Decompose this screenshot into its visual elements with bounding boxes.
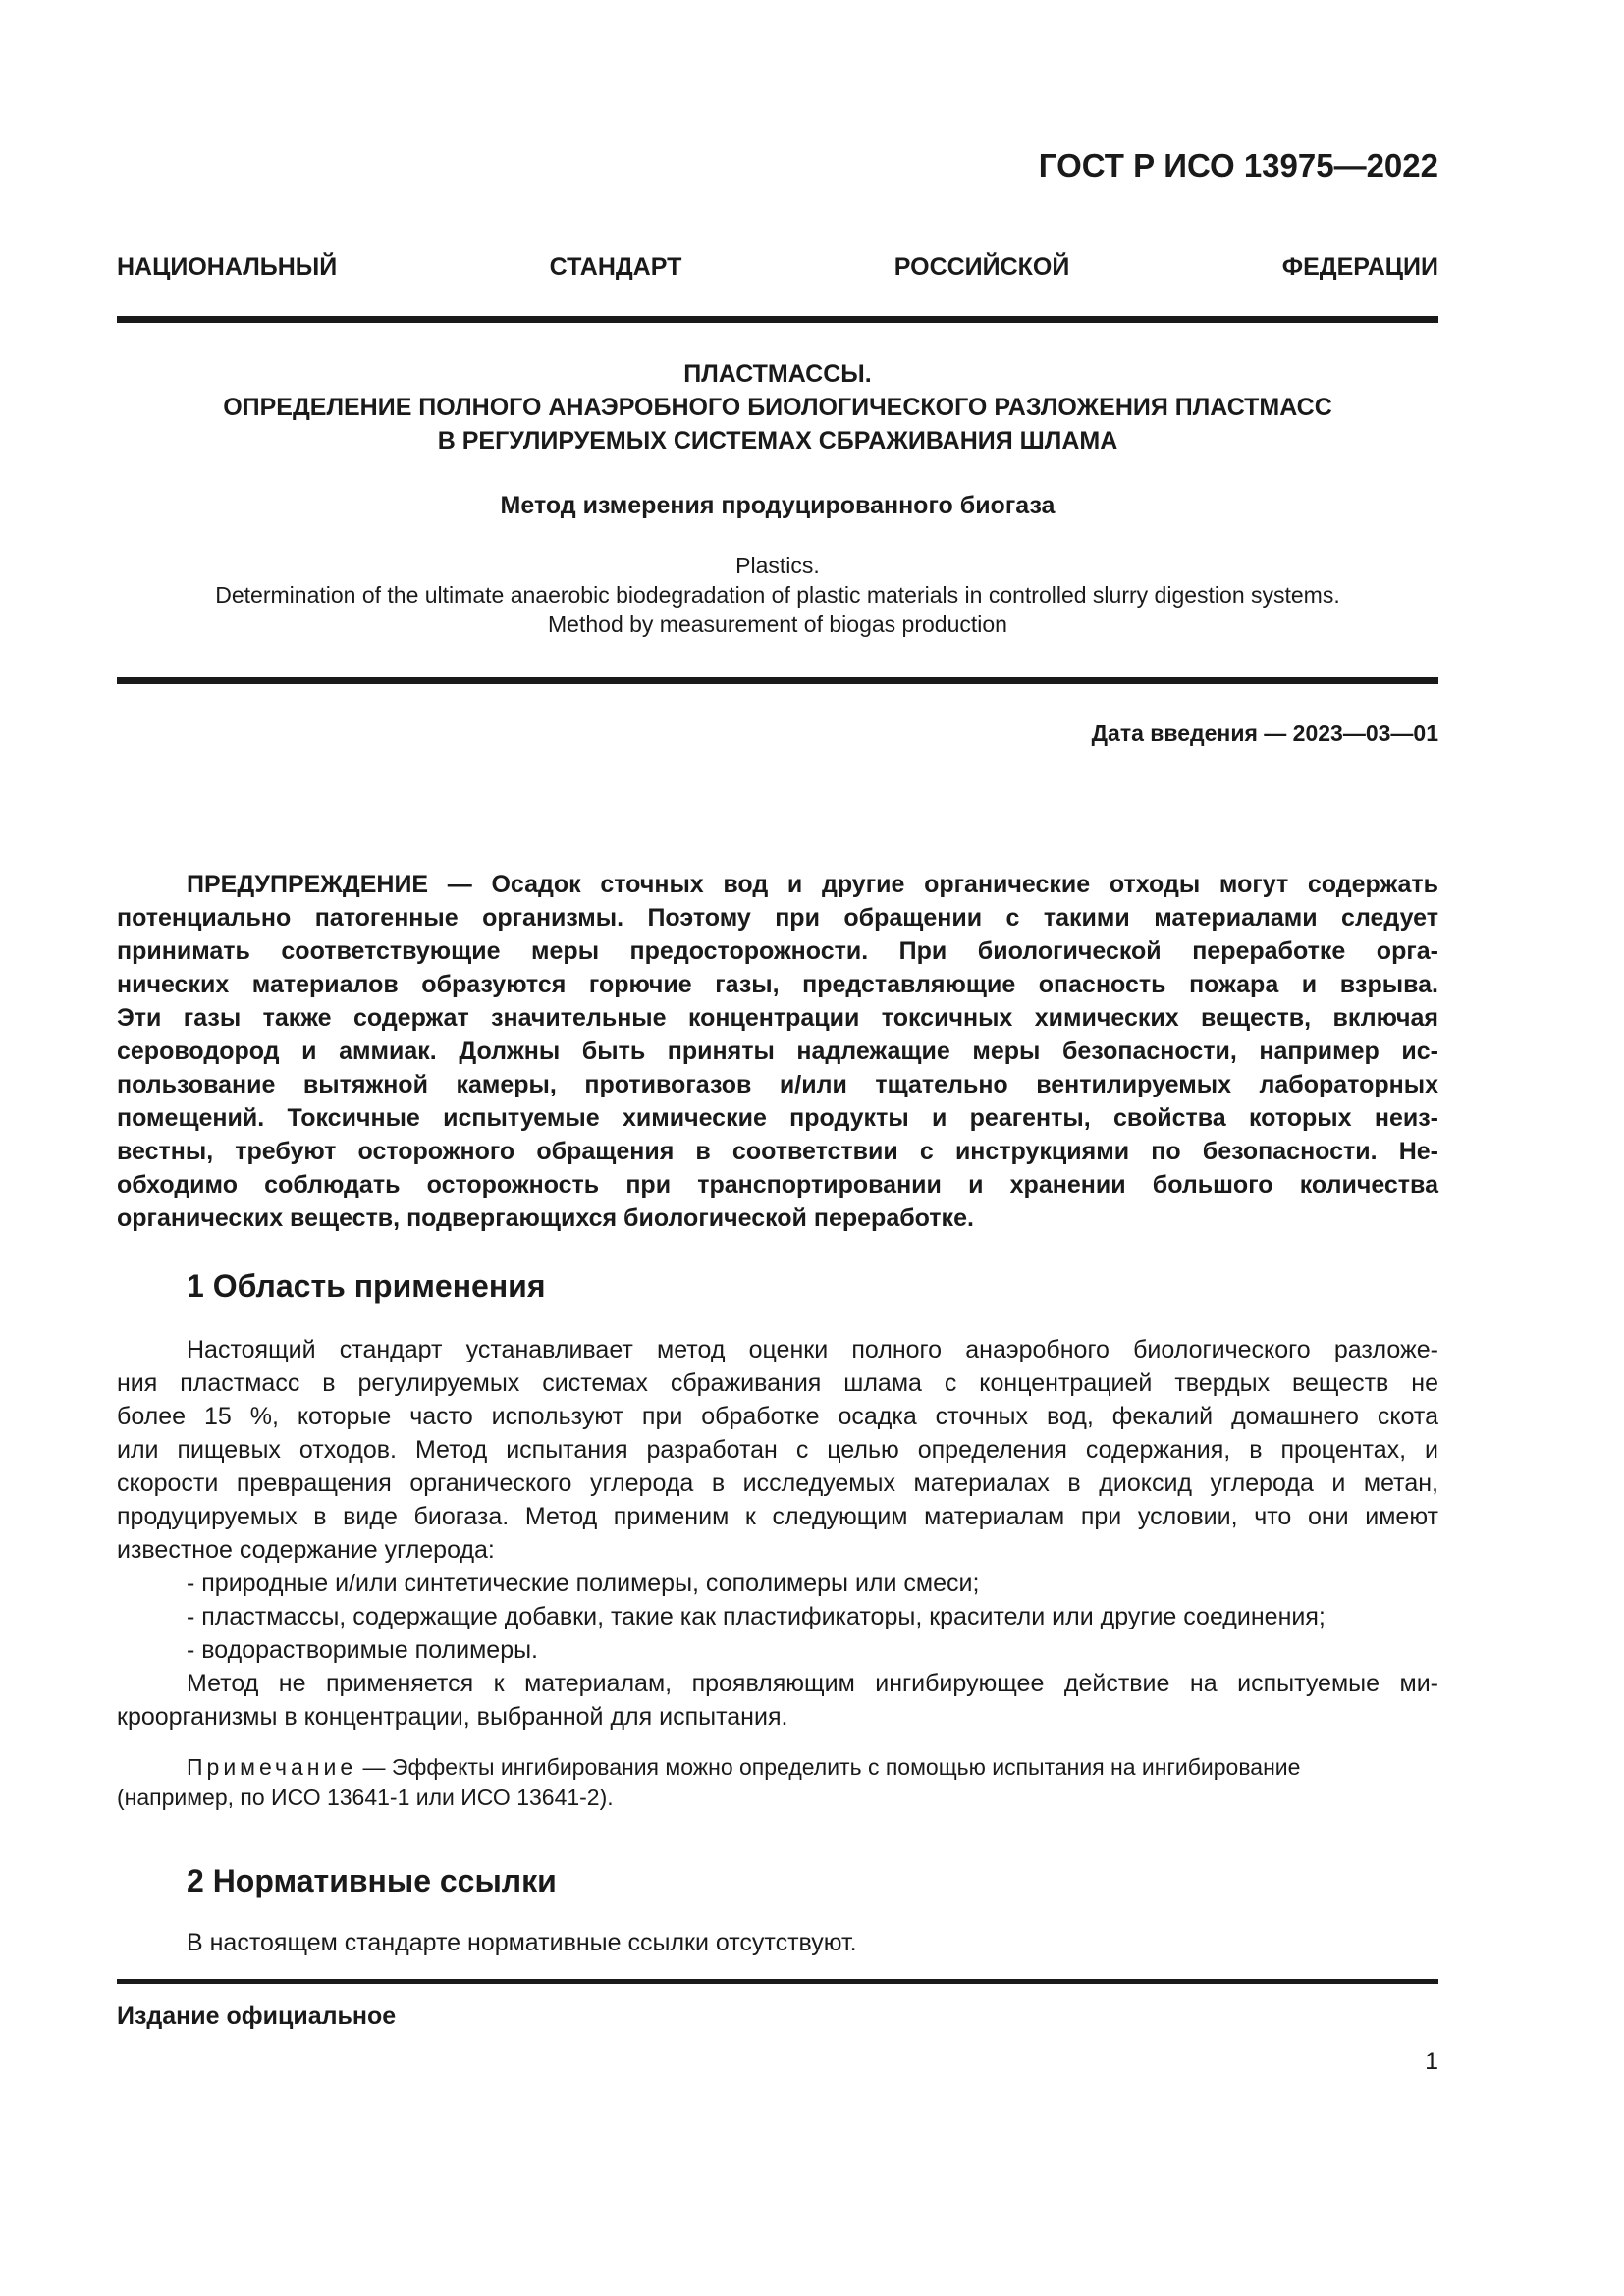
warning-line: помещений. Токсичные испытуемые химические продукты и реагенты, свойства которых неиз- bbox=[117, 1104, 1438, 1132]
title-line-3: В РЕГУЛИРУЕМЫХ СИСТЕМАХ СБРАЖИВАНИЯ ШЛАМА bbox=[437, 427, 1118, 454]
title-line-2: ОПРЕДЕЛЕНИЕ ПОЛНОГО АНАЭРОБНОГО БИОЛОГИЧЕСКОГО РАЗЛОЖЕНИЯ ПЛАСТМАСС bbox=[223, 394, 1332, 421]
warning-line: потенциально патогенные организмы. Поэтому при обращении с такими материалами следует bbox=[117, 904, 1438, 932]
en-title-line-2: Determination of the ultimate anaerobic biodegradation of plastic materials in controlled slurry digestion systems. bbox=[215, 582, 1340, 608]
section-1-line: или пищевых отходов. Метод испытания разработан с целью определения содержания, в процентах, и bbox=[117, 1436, 1438, 1464]
introduction-date: Дата введения — 2023—03—01 bbox=[1091, 721, 1438, 746]
national-standard-banner: НАЦИОНАЛЬНЫЙ СТАНДАРТ РОССИЙСКОЙ ФЕДЕРАЦИИ bbox=[117, 253, 1438, 281]
note-text: — Эффекты ингибирования можно определить с помощью испытания на ингибирование bbox=[356, 1754, 1301, 1780]
section-1-heading: 1 Область применения bbox=[187, 1268, 546, 1304]
section-2-heading: 2 Нормативные ссылки bbox=[187, 1863, 557, 1898]
warning-line: органических веществ, подвергающихся биологической переработке. bbox=[117, 1204, 974, 1232]
section-1-after-line: кроорганизмы в концентрации, выбранной для испытания. bbox=[117, 1703, 788, 1731]
footer-rule bbox=[117, 1979, 1438, 1984]
section-1-line: продуцируемых в виде биогаза. Метод применим к следующим материалам при условии, что они имеют bbox=[117, 1503, 1438, 1530]
warning-line: принимать соответствующие меры предосторожности. При биологической переработке орга- bbox=[117, 937, 1438, 965]
note-line-2: (например, по ИСО 13641-1 или ИСО 13641-2). bbox=[117, 1785, 614, 1810]
list-item: - природные и/или синтетические полимеры, сополимеры или смеси; bbox=[187, 1570, 980, 1597]
title-line-1: ПЛАСТМАССЫ. bbox=[683, 360, 872, 388]
section-1-line: Настоящий стандарт устанавливает метод оценки полного анаэробного биологического разложе- bbox=[187, 1336, 1438, 1363]
ru-subtitle: Метод измерения продуцированного биогаза bbox=[500, 492, 1056, 519]
note-line-1 bbox=[117, 1750, 1438, 1784]
section-1-line: известное содержание углерода: bbox=[117, 1536, 495, 1564]
section-1-after-line: Метод не применяется к материалам, проявляющим ингибирующее действие на испытуемые ми- bbox=[187, 1670, 1438, 1697]
list-item: - водорастворимые полимеры. bbox=[187, 1636, 539, 1664]
document-number: ГОСТ Р ИСО 13975—2022 bbox=[1038, 147, 1438, 184]
section-2-text: В настоящем стандарте нормативные ссылки отсутствуют. bbox=[187, 1929, 857, 1956]
en-title-line-3: Method by measurement of biogas production bbox=[548, 612, 1007, 637]
note-label: Примечание bbox=[187, 1754, 357, 1780]
official-edition-label: Издание официальное bbox=[117, 2002, 397, 2030]
warning-line: пользование вытяжной камеры, противогазов и/или тщательно вентилируемых лабораторных bbox=[117, 1071, 1438, 1098]
warning-line: вестны, требуют осторожного обращения в соответствии с инструкциями по безопасности. Не- bbox=[117, 1138, 1438, 1165]
en-title-line-1: Plastics. bbox=[735, 553, 820, 578]
title-bottom-rule bbox=[117, 677, 1438, 684]
page-number: 1 bbox=[1425, 2048, 1438, 2075]
section-1-line: ния пластмасс в регулируемых системах сбраживания шлама с концентрацией твердых веществ не bbox=[117, 1369, 1438, 1397]
section-1-line: скорости превращения органического углерода в исследуемых материалах в диоксид углерода и метан, bbox=[117, 1469, 1438, 1497]
list-item: - пластмассы, содержащие добавки, такие как пластификаторы, красители или другие соединения; bbox=[187, 1603, 1326, 1630]
warning-line: сероводород и аммиак. Должны быть приняты надлежащие меры безопасности, например ис- bbox=[117, 1038, 1438, 1065]
warning-line: Эти газы также содержат значительные концентрации токсичных химических веществ, включая bbox=[117, 1004, 1438, 1032]
top-rule bbox=[117, 316, 1438, 323]
warning-line: нических материалов образуются горючие газы, представляющие опасность пожара и взрыва. bbox=[117, 971, 1438, 998]
warning-line: обходимо соблюдать осторожность при транспортировании и хранении большого количества bbox=[117, 1171, 1438, 1199]
section-1-line: более 15 %, которые часто используют при обработке осадка сточных вод, фекалий домашнего скота bbox=[117, 1403, 1438, 1430]
warning-line: ПРЕДУПРЕЖДЕНИЕ — Осадок сточных вод и другие органические отходы могут содержать bbox=[187, 871, 1438, 898]
